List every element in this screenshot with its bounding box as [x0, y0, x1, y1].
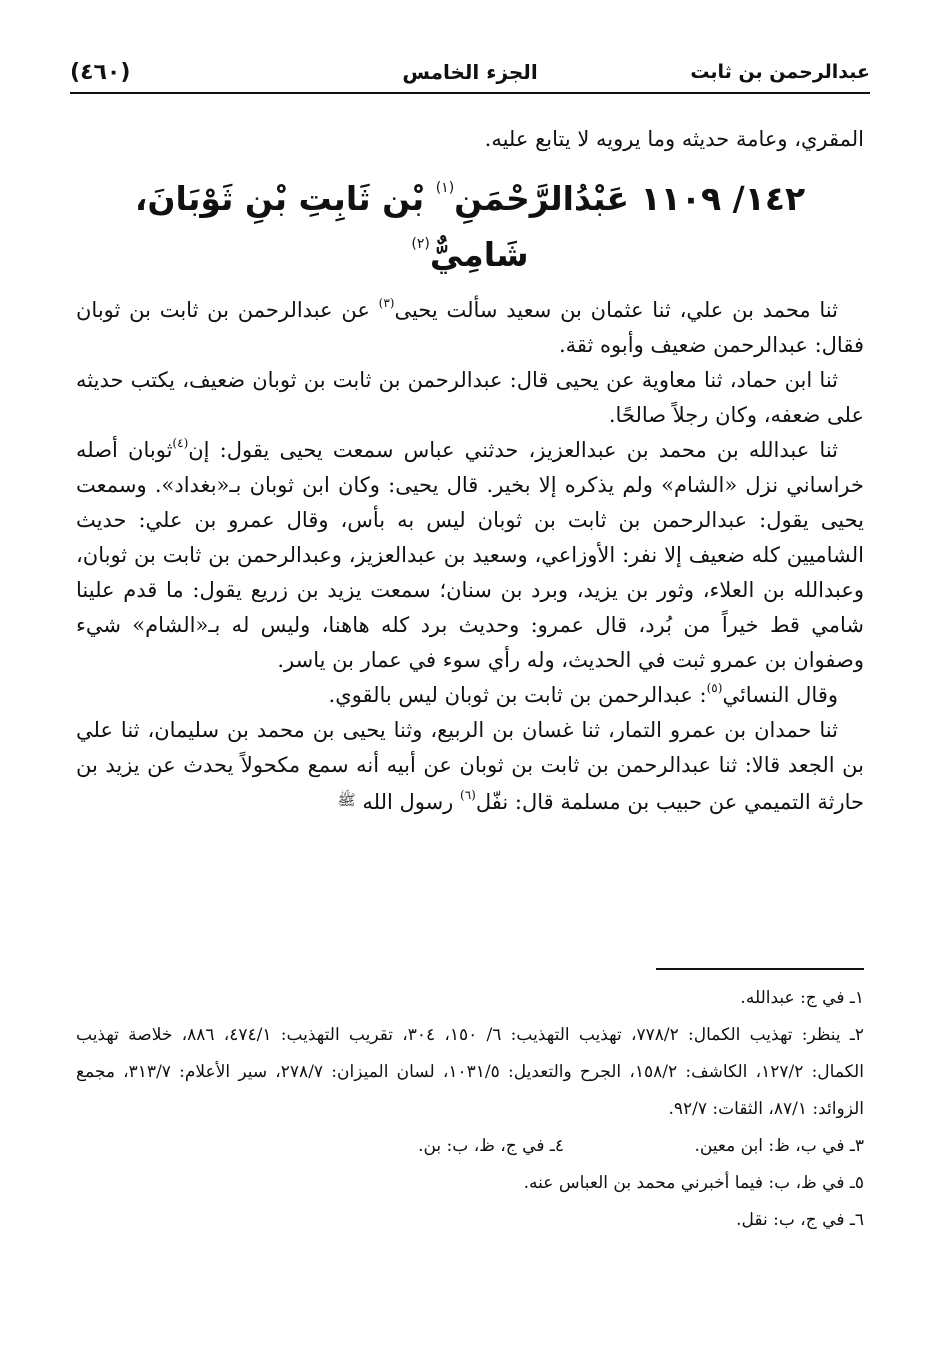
footnote-2: ٢ـ ينظر: تهذيب الكمال: ٧٧٨/٢، تهذيب التهذيب: ٦/ ١٥٠، ٣٠٤، تقريب التهذيب: ٤٧٤/١، ٨٨٦، خلاصة تهذيب الكمال: ١٢٧/٢، الكاشف: ١٥٨/٢، الجرح والتعديل: ١٠٣١/٥، لسان الميزان: ٢٧٨/٧، سير الأعلام: ٣١٣/٧، مجمع الزوائد: ٨٧/١، الثقات: ٩٢/٧. — [76, 1025, 865, 1119]
footnote-1: ١ـ في ج: عبدالله. — [740, 988, 864, 1008]
paragraph-3-text-b: ثوبان أصله خراساني نزل «الشام» ولم يذكره إلا بخير. قال يحيى: وكان ابن ثوبان بـ«بغداد». وسمعت يحيى يقول: عبدالرحمن بن ثابت بن ثوبان ليس به بأس، وقال عمرو بن علي: حديث الشاميين كله ضعيف إلا نفر: الأوزاعي، وسعيد بن عبدالعزيز، وعبدالرحمن بن ثابت بن ثوبان، وعبدالله بن العلاء، وثور بن يزيد، وبرد بن سنان؛ سمعت يزيد بن زريع يقول: ما قدم علينا شامي قط خيراً من بُرد، قال عمرو: وحديث برد كله هاهنا، وليس له بـ«الشام» شيء وصفوان بن عمرو ثبت في الحديث، وله رأي سوء في عمار بن ياسر. — [76, 438, 864, 672]
entry-name: عَبْدُالرَّحْمَنِ — [454, 179, 630, 218]
paragraph-5-text-a: ثنا حمدان بن عمرو التمار، ثنا غسان بن الربيع، وثنا يحيى بن محمد بن سليمان، ثنا علي بن الجعد قالا: ثنا عبدالرحمن بن ثابت بن ثوبان عن أبيه أنه سمع مكحولاً يحدث عن يزيد بن حارثة التميمي عن حبيب بن مسلمة قال: نفّل — [76, 718, 864, 814]
paragraph-5 — [76, 713, 864, 820]
paragraph-5-text-b: رسول الله — [362, 790, 454, 814]
footnote-3: ٣ـ في ب، ظ: ابن معين. — [694, 1136, 864, 1156]
entry-heading — [76, 171, 864, 283]
entry-name-rest: بْن ثَابِتِ بْنِ ثَوْبَانَ، شَامِيٌّ — [134, 179, 529, 274]
paragraph-3-text-a: ثنا عبدالله بن محمد بن عبدالعزيز، حدثني عباس سمعت يحيى يقول: إن — [188, 438, 838, 462]
paragraph-2: ثنا ابن حماد، ثنا معاوية عن يحيى قال: عبدالرحمن بن ثابت بن ثوبان ضعيف، يكتب حديثه على ضعفه، وكان رجلاً صالحًا. — [76, 368, 864, 427]
footnote-ref-4: (٤) — [172, 436, 189, 450]
paragraph-3 — [76, 433, 864, 678]
entry-number: ١٤٢/ ١١٠٩ — [640, 179, 806, 218]
opening-line: المقري، وعامة حديثه وما يرويه لا يتابع عليه. — [484, 127, 864, 151]
running-header-volume: الجزء الخامس — [402, 60, 538, 84]
paragraph-1-text-a: ثنا محمد بن علي، ثنا عثمان بن سعيد سألت يحيى — [394, 298, 838, 322]
paragraph-1 — [76, 293, 864, 363]
running-header — [70, 54, 870, 90]
running-header-subject: عبدالرحمن بن ثابت — [690, 61, 870, 83]
footnote-4: ٤ـ في ج، ظ، ب: بن. — [418, 1136, 564, 1156]
footnote-ref-1: (١) — [435, 180, 455, 196]
paragraph-4 — [76, 678, 864, 713]
footnote-ref-5: (٥) — [706, 681, 723, 695]
paragraph-1-text-b: عن عبدالرحمن بن ثابت بن ثوبان فقال: عبدالرحمن ضعيف وأبوه ثقة. — [76, 298, 864, 357]
footnote-5: ٥ـ في ظ، ب: فيما أخبرني محمد بن العباس عنه. — [523, 1173, 864, 1193]
header-divider — [70, 92, 870, 94]
paragraph-4-text-a: وقال النسائي — [722, 683, 838, 707]
footnote-6: ٦ـ في ج، ب: نقل. — [736, 1210, 864, 1230]
footnote-divider — [656, 968, 864, 970]
paragraph-4-text-b: : عبدالرحمن بن ثابت بن ثوبان ليس بالقوي. — [328, 683, 707, 707]
footnote-ref-2: (٢) — [411, 236, 430, 252]
footnote-3-4-row — [76, 1128, 864, 1165]
main-text — [76, 122, 864, 820]
footnote-ref-3: (٣) — [378, 296, 395, 310]
footnote-ref-6: (٦) — [460, 788, 476, 802]
salawat-glyph: ﷺ — [337, 791, 356, 809]
footnotes — [76, 980, 864, 1239]
page-number: (٤٦٠) — [70, 59, 131, 85]
